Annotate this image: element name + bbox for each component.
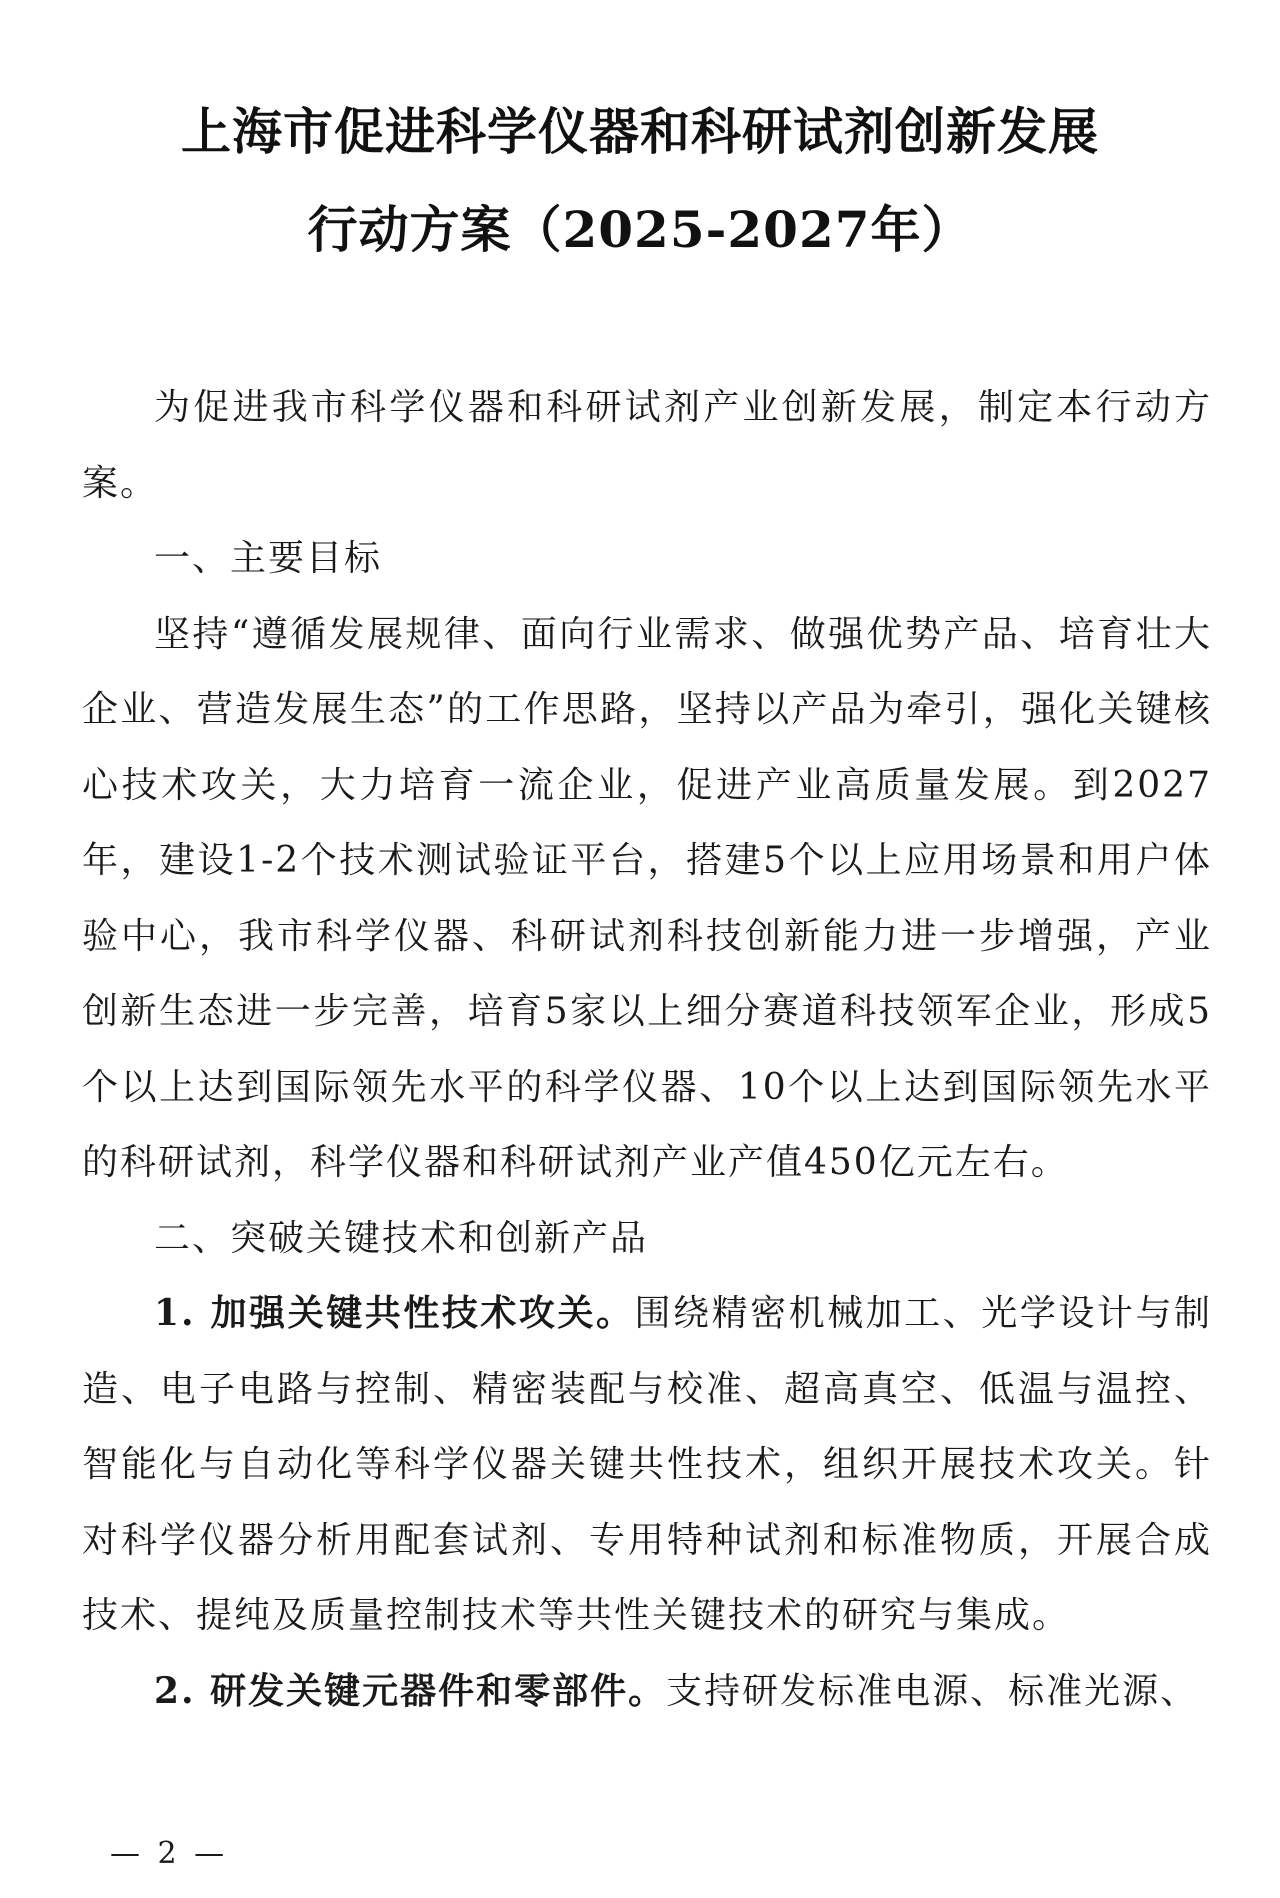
section2-heading: 二、突破关键技术和创新产品 <box>154 1217 649 1259</box>
document-body <box>82 370 1212 1729</box>
page-number: — 2 — <box>110 1836 229 1871</box>
item1-text: 围绕精密机械加工、光学设计与制造、电子电路与控制、精密装配与校准、超高真空、低温与温控、智能化与自动化等科学仪器关键共性技术，组织开展技术攻关。针对科学仪器分析用配套试剂、专用特种试剂和标准物质，开展合成技术、提纯及质量控制技术等共性关键技术的研究与集成。 <box>82 1293 1212 1636</box>
section2-item1 <box>82 1276 1212 1654</box>
item1-title: 1. 加强关键共性技术攻关。 <box>154 1292 635 1334</box>
document-title-line1: 上海市促进科学仪器和科研试剂创新发展 <box>181 102 1099 161</box>
document-title-line2: 行动方案（2025-2027年） <box>307 200 973 259</box>
intro-paragraph: 为促进我市科学仪器和科研试剂产业创新发展，制定本行动方案。 <box>82 387 1212 504</box>
item2-text: 支持研发标准电源、标准光源、 <box>666 1670 1199 1712</box>
section1-heading: 一、主要目标 <box>154 538 383 579</box>
section1-paragraph: 坚持“遵循发展规律、面向行业需求、做强优势产品、培育壮大企业、营造发展生态”的工作思路，坚持以产品为牵引，强化关键核心技术攻关，大力培育一流企业，促进产业高质量发展。到2027年，建设1-2个技术测试验证平台，搭建5个以上应用场景和用户体验中心，我市科学仪器、科研试剂科技创新能力进一步增强，产业创新生态进一步完善，培育5家以上细分赛道科技领军企业，形成5个以上达到国际领先水平的科学仪器、10个以上达到国际领先水平的科研试剂，科学仪器和科研试剂产业产值450亿元左右。 <box>82 613 1212 1183</box>
item2-title: 2. 研发关键元器件和零部件。 <box>154 1669 667 1712</box>
section2-item2 <box>82 1654 1212 1730</box>
